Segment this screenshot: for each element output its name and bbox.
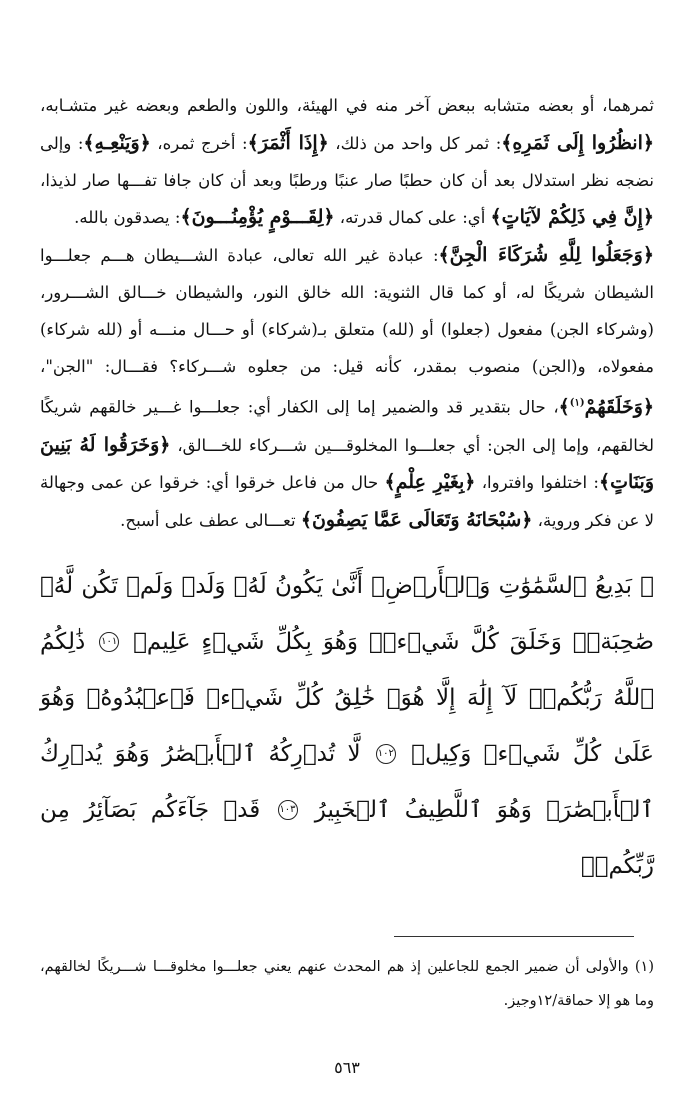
- verse-101: ﴿ بَدِيعُ ٱلسَّمَٰوَٰتِ وَٱلۡأَرۡضِۖ أَنَّىٰ يَكُونُ لَهُۥ وَلَدٞ وَلَمۡ تَكُن لَّهُۥ صَٰحِبَةٞۖ وَخَلَقَ كُلَّ شَيۡءٖۖ وَهُوَ بِكُلِّ شَيۡءٍ عَلِيمٞ: [40, 572, 655, 655]
- quran-verses: [40, 558, 654, 894]
- commentary-text-run: : وإلى نضجه نظر استدلال بعد أن كان حطبًا صار عنبًا ورطبًا وبعد أن كان جافا تفـــها صار لذيذا،: [40, 133, 654, 190]
- quran-quote: ﴿بِغَيْرِ عِلْمٍ﴾: [384, 471, 476, 494]
- quran-quote: ﴿وَخَرَقُوا لَهُ بَنِينَ وَبَنَاتٍ﴾: [40, 433, 655, 494]
- page-number: ٥٦٣: [334, 1058, 360, 1077]
- commentary-text-run: تعـــالى عطف على أسبح.: [120, 511, 301, 531]
- footnote-separator: [394, 936, 634, 937]
- quran-quote: ﴿سُبْحَانَهُ وَتَعَالَى عَمَّا يَصِفُونَ﴾: [300, 509, 533, 532]
- ayah-number-marker: ١٠١: [99, 632, 119, 652]
- verse-102: ذَٰلِكُمُ ٱللَّهُ رَبُّكُمۡۖ لَآ إِلَٰهَ إِلَّا هُوَۖ خَٰلِقُ كُلِّ شَيۡءٖ فَٱعۡبُدُوهُۚ وَهُوَ عَلَىٰ كُلِّ شَيۡءٖ وَكِيلٞ: [40, 628, 654, 767]
- verse-103: لَّا تُدۡرِكُهُ ٱلۡأَبۡصَٰرُ وَهُوَ يُدۡرِكُ ٱلۡأَبۡصَٰرَۖ وَهُوَ ٱللَّطِيفُ ٱلۡخَبِيرُ: [40, 740, 655, 823]
- quran-quote: ﴿لِقَـــوْمٍ يُؤْمِنُـــونَ﴾: [180, 206, 335, 229]
- footnote-marker[interactable]: (١): [569, 397, 585, 409]
- commentary-text-run: : ثمر كل واحد من ذلك،: [328, 133, 502, 153]
- footnotes: [40, 950, 654, 1018]
- ayah-number-marker: ١٠٢: [376, 744, 396, 764]
- quran-quote: ﴿وَيَنْعِـهِ﴾: [83, 131, 151, 154]
- commentary-text-run: : عبادة غير الله تعالى، عبادة الشـــيطان هـــم جعلـــوا الشيطان شريكًا له، أو كما قال الثنوية: الله خالق النور، والشيطان خـــالق الشـــرور، (وشركاء الجن) مفعول (جعلوا) أو (لله) متعلق بـ(شركاء) أو حـــال منـــه أو (لله شركاء) مفعولاه، و(الجن) منصوب بمقدر، كأنه قيل: من جعلوه شـــركاء؟ فقـــال: "الجن"،: [40, 246, 654, 376]
- commentary-text: [40, 88, 654, 540]
- commentary-text-run: : أخرج ثمره،: [150, 133, 248, 153]
- footnote-1: (١) والأولى أن ضمير الجمع للجاعلين إذ هم المحدث عنهم يعني جعلـــوا مخلوقـــا شـــريكًا لخالقهم، وما هو إلا حماقة/١٢وجيز.: [40, 959, 654, 1009]
- commentary-text-run: : اختلفوا وافتروا،: [475, 473, 599, 493]
- commentary-text-run: أي: على كمال قدرته،: [334, 208, 491, 228]
- commentary-text-run: : يصدقون بالله.: [74, 208, 181, 228]
- quran-quote: ﴿انظُرُوا إِلَى ثَمَرِهِ﴾: [501, 131, 654, 154]
- commentary-paragraph-2: [40, 237, 654, 540]
- commentary-paragraph-1: [40, 88, 654, 237]
- page-content: [40, 88, 654, 894]
- commentary-text-run: حال من فاعل خرقوا أي: خرقوا عن عمى وجهالة لا عن فكر وروية،: [40, 473, 654, 531]
- quran-quote: ﴿وَجَعَلُوا لِلَّهِ شُرَكَاءَ الْجِنَّ﴾: [438, 244, 654, 267]
- quran-quote: [559, 396, 654, 418]
- quran-quote-text: ﴿وَخَلَقَهُمْ: [584, 395, 654, 418]
- quran-quote: ﴿إِنَّ فِي ذَلِكُمْ لآيَاتٍ﴾: [490, 206, 654, 229]
- commentary-text-run: ، حال بتقدير قد والضمير إما إلى الكفار أي: جعلـــوا غـــير خالقهم شريكًا لخالقهم، وإما إلى الجن: أي جعلـــوا المخلوقـــين شـــركاء للخـــالق،: [40, 397, 654, 455]
- quran-quote-close: ﴾: [558, 395, 570, 418]
- ayah-number-marker: ١٠٣: [278, 800, 298, 820]
- verse-104: قَدۡ جَآءَكُم بَصَآئِرُ مِن رَّبِّكُمۡۖ: [40, 796, 654, 879]
- commentary-text-run: ثمرهما، أو بعضه متشابه ببعض آخر منه في الهيئة، واللون والطعم وبعضه غير متشـابه،: [40, 96, 654, 115]
- quran-quote: ﴿إِذَا أَثْمَرَ﴾: [247, 131, 329, 154]
